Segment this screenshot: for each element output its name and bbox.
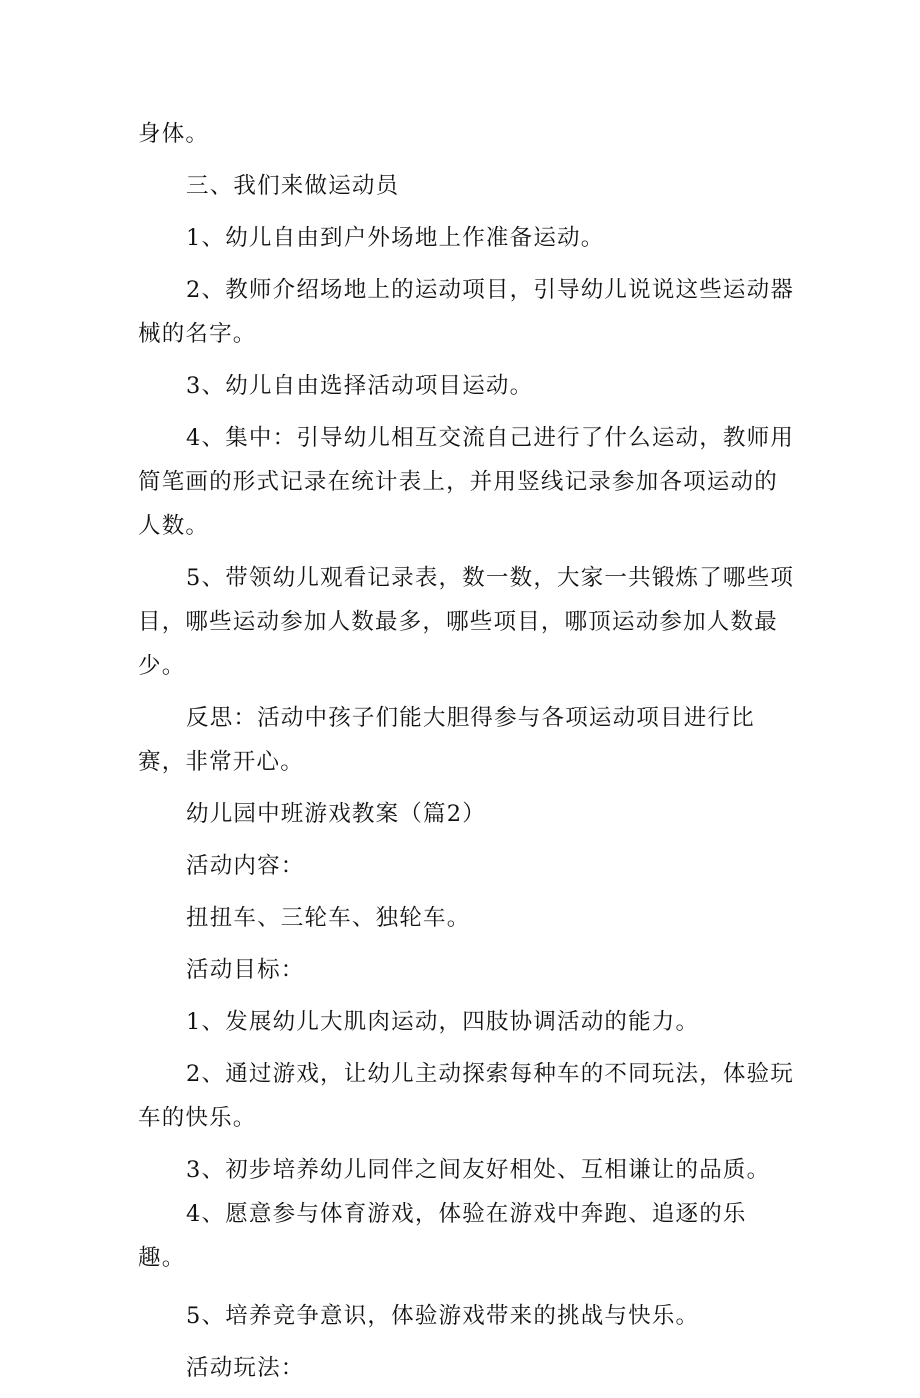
document-body <box>138 112 798 1398</box>
goal-2-paragraph: 2、通过游戏，让幼儿主动探索每种车的不同玩法，体验玩车的快乐。 <box>138 1061 795 1131</box>
goal-1-paragraph: 1、发展幼儿大肌肉运动，四肢协调活动的能力。 <box>186 1009 700 1035</box>
paragraph-continuation: 身体。 <box>138 121 210 147</box>
reflection-paragraph: 反思：活动中孩子们能大胆得参与各项运动项目进行比赛，非常开心。 <box>138 705 755 775</box>
lesson-title: 幼儿园中班游戏教案（篇2） <box>186 801 486 827</box>
goal-5-paragraph: 5、培养竞争意识，体验游戏带来的挑战与快乐。 <box>186 1303 700 1329</box>
step-1-paragraph: 1、幼儿自由到户外场地上作准备运动。 <box>186 225 605 251</box>
step-2-paragraph: 2、教师介绍场地上的运动项目，引导幼儿说说这些运动器械的名字。 <box>138 277 795 347</box>
activity-content-heading: 活动内容： <box>186 853 305 879</box>
section-heading-athletes: 三、我们来做运动员 <box>186 173 400 199</box>
goal-3-paragraph: 3、初步培养幼儿同伴之间友好相处、互相谦让的品质。 <box>186 1157 771 1183</box>
step-3-paragraph: 3、幼儿自由选择活动项目运动。 <box>186 373 534 399</box>
activity-content-text: 扭扭车、三轮车、独轮车。 <box>186 905 471 931</box>
goal-4-paragraph: 4、愿意参与体育游戏，体验在游戏中奔跑、追逐的乐 <box>186 1201 747 1227</box>
activity-goals-heading: 活动目标： <box>186 957 305 983</box>
step-5-paragraph: 5、带领幼儿观看记录表，数一数，大家一共锻炼了哪些项目，哪些运动参加人数最多，哪些项目，哪顶运动参加人数最少。 <box>138 565 795 679</box>
activity-play-heading: 活动玩法： <box>186 1355 305 1381</box>
step-4-paragraph: 4、集中：引导幼儿相互交流自己进行了什么运动，教师用简笔画的形式记录在统计表上，并用竖线记录参加各项运动的人数。 <box>138 425 795 539</box>
goal-4-continuation: 趣。 <box>138 1245 186 1271</box>
